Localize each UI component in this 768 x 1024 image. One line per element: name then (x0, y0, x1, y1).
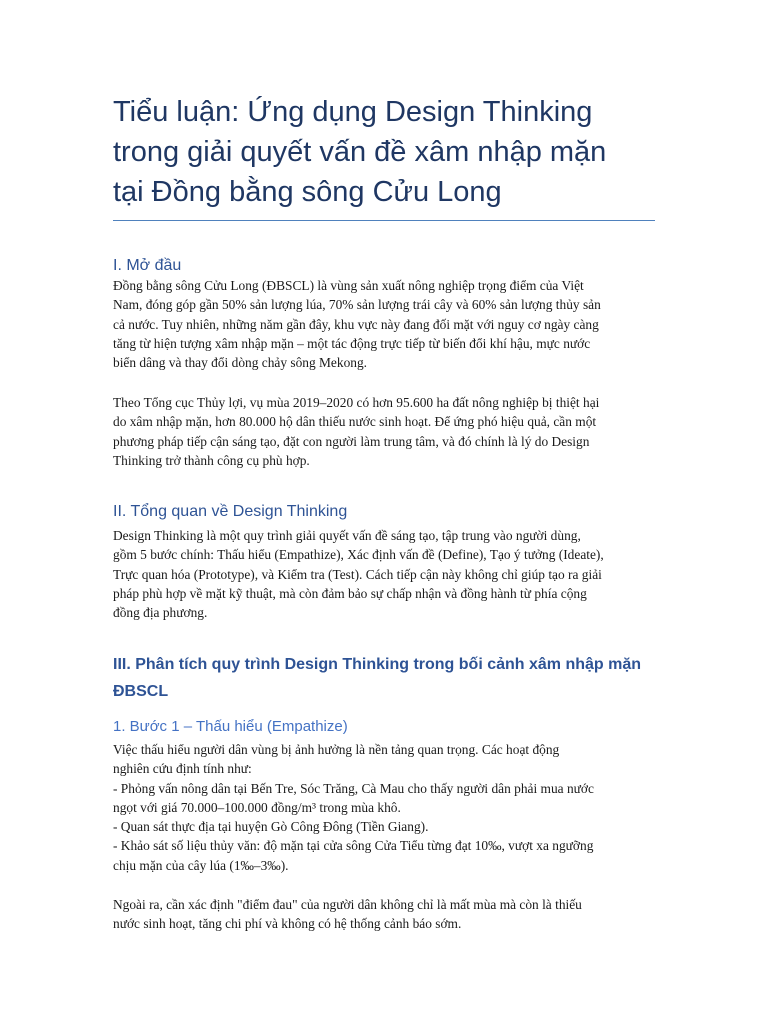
text-line: tăng từ hiện tượng xâm nhập mặn – một tác động trực tiếp từ biến đổi khí hậu, mực nước (113, 335, 591, 351)
title-line: trong giải quyết vấn đề xâm nhập mặn (113, 136, 607, 168)
text-line: cả nước. Tuy nhiên, những năm gần đây, khu vực này đang đối mặt với nguy cơ ngày càng (113, 316, 599, 332)
text-line: Trực quan hóa (Prototype), và Kiểm tra (Test). Cách tiếp cận này không chỉ giúp tạo ra giải (113, 566, 602, 582)
text-line: - Quan sát thực địa tại huyện Gò Công Đông (Tiền Giang). (113, 819, 429, 835)
subsection-heading-empathize (113, 716, 348, 738)
intro-paragraph-1 (113, 276, 655, 372)
section-heading-line: III. Phân tích quy trình Design Thinking trong bối cảnh xâm nhập mặn (113, 656, 642, 673)
overview-paragraph (113, 526, 655, 622)
text-line: gồm 5 bước chính: Thấu hiểu (Empathize), Xác định vấn đề (Define), Tạo ý tưởng (Ideate), (113, 547, 604, 563)
text-line: phương pháp tiếp cận sáng tạo, đặt con người làm trung tâm, và đó chính là lý do Design (113, 433, 590, 449)
section-heading-text: II. Tổng quan về Design Thinking (113, 503, 348, 520)
intro-paragraph-2 (113, 393, 655, 470)
text-line: Nam, đóng góp gần 50% sản lượng lúa, 70% sản lượng trái cây và 60% sản lượng thủy sản (113, 297, 601, 313)
document-title (113, 92, 655, 212)
section-heading-analysis (113, 651, 641, 705)
section-heading-overview (113, 498, 347, 525)
text-line: Thinking trở thành công cụ phù hợp. (113, 452, 310, 468)
title-line: tại Đồng bằng sông Cửu Long (113, 176, 502, 208)
text-line: ngọt với giá 70.000–100.000 đồng/m³ trong mùa khô. (113, 799, 401, 815)
text-line: Design Thinking là một quy trình giải quyết vấn đề sáng tạo, tập trung vào người dùng, (113, 528, 581, 543)
text-line: - Khảo sát số liệu thủy văn: độ mặn tại cửa sông Cửa Tiểu từng đạt 10‰, vượt xa ngưỡng (113, 838, 594, 854)
title-divider (113, 220, 655, 221)
text-line: biển dâng và thay đổi dòng chảy sông Mekong. (113, 355, 368, 371)
empathize-paragraph-1 (113, 740, 655, 875)
section-heading-line: ĐBSCL (113, 683, 169, 700)
section-heading-text: I. Mở đầu (113, 257, 182, 274)
text-line: chịu mặn của cây lúa (1‰–3‰). (113, 857, 289, 873)
text-line: Đồng bằng sông Cửu Long (ĐBSCL) là vùng sản xuất nông nghiệp trọng điểm của Việt (113, 278, 584, 293)
text-line: đồng địa phương. (113, 605, 208, 621)
text-line: - Phỏng vấn nông dân tại Bến Tre, Sóc Trăng, Cà Mau cho thấy người dân phải mua nước (113, 780, 594, 796)
title-line: Tiểu luận: Ứng dụng Design Thinking (113, 96, 593, 128)
empathize-paragraph-2 (113, 895, 655, 934)
text-line: Theo Tổng cục Thủy lợi, vụ mùa 2019–2020 có hơn 95.600 ha đất nông nghiệp bị thiệt hại (113, 395, 600, 410)
text-line: pháp phù hợp về mặt kỹ thuật, mà còn đảm bảo sự chấp nhận và đồng hành từ phía cộng (113, 585, 587, 601)
text-line: nghiên cứu định tính như: (113, 761, 252, 777)
subsection-heading-text: 1. Bước 1 – Thấu hiểu (Empathize) (113, 718, 348, 735)
text-line: do xâm nhập mặn, hơn 80.000 hộ dân thiếu nước sinh hoạt. Để ứng phó hiệu quả, cần một (113, 414, 597, 430)
text-line: nước sinh hoạt, tăng chi phí và không có hệ thống cảnh báo sớm. (113, 916, 462, 932)
section-heading-intro (113, 252, 181, 279)
text-line: Việc thấu hiểu người dân vùng bị ảnh hưởng là nền tảng quan trọng. Các hoạt động (113, 742, 560, 757)
text-line: Ngoài ra, cần xác định "điểm đau" của người dân không chỉ là mất mùa mà còn là thiếu (113, 897, 582, 912)
